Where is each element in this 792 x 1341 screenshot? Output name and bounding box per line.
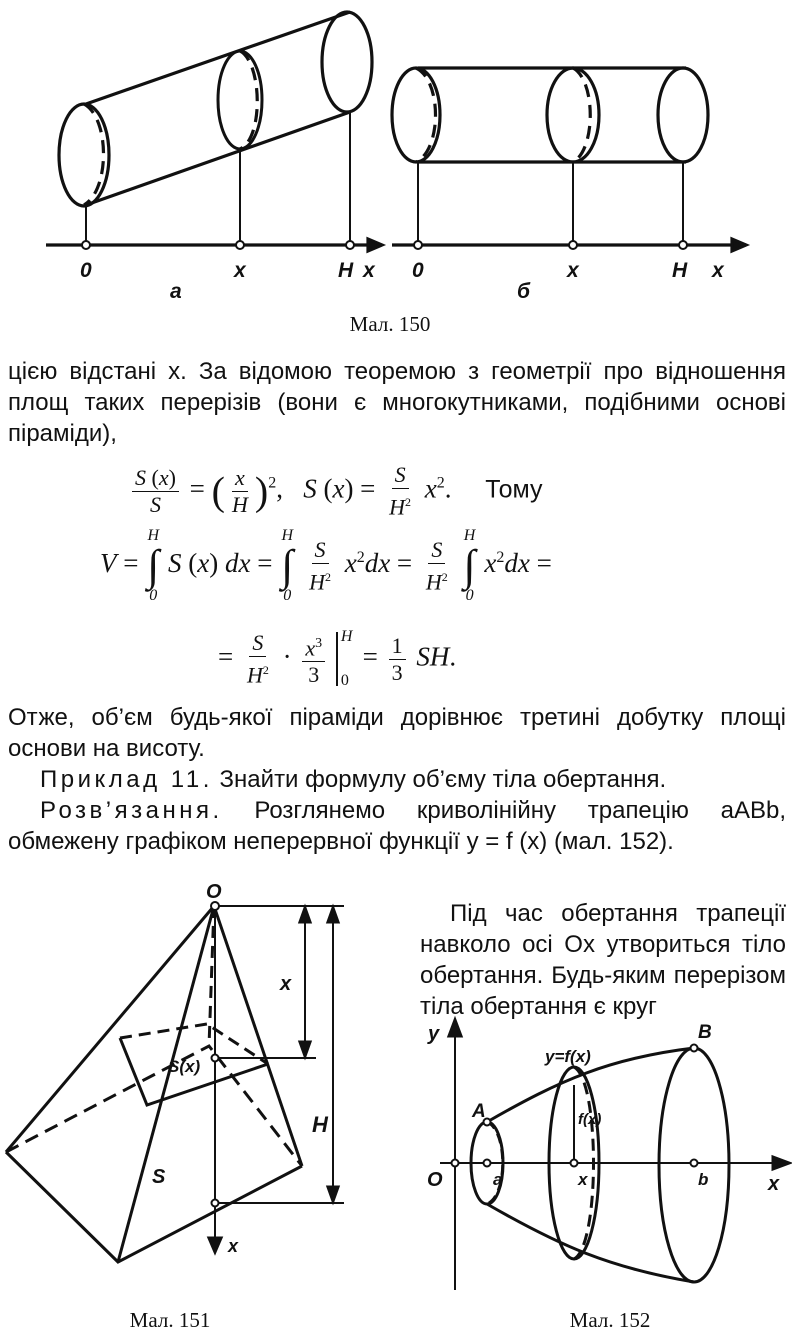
paragraph-rotation-body: Під час обертання трапеції навколо осі Ox утвориться тіло обертання. Будь-яким перерізом тіла обертання є круг	[420, 900, 786, 1020]
fig150b-label-0: 0	[412, 259, 424, 282]
fig151-label-x: x	[280, 973, 292, 995]
fig152-label-a: a	[493, 1170, 503, 1189]
paragraph-example-11	[8, 764, 786, 795]
fig151-caption: Мал. 151	[129, 1308, 211, 1332]
formula-volume-integral: V = H ∫ 0 S (x) dx = H ∫ 0 $\frac{S}{H^2}$ $x^2dx$ = $\frac{S}{H^2}$ H ∫ 0 $x^2dx$ =	[100, 527, 552, 604]
fig150b-panel-label: б	[517, 280, 531, 300]
word-tomu: Тому	[485, 475, 543, 504]
fig152-label-x: x	[578, 1170, 588, 1189]
fig150a-label-H: H	[338, 259, 354, 282]
paragraph-similar-sections: цією відстані x. За відомою теоремою з геометрії про відношення площ таких перерізів (вони є многокутниками, подібними основі піраміди),	[8, 358, 786, 447]
fig150a-mid-section-front	[218, 51, 262, 149]
pyramid-edge-right	[214, 906, 302, 1166]
fig150a-label-x: x	[234, 259, 246, 282]
fig150a-right-section	[322, 12, 372, 112]
fig152-label-O: O	[427, 1169, 443, 1191]
fig152-label-fx: f(x)	[578, 1111, 602, 1128]
fig150a-axis-label: x	[363, 259, 375, 282]
fig152-label-A: A	[472, 1101, 486, 1122]
fig150b-axis-label: x	[712, 259, 724, 282]
fig150a-label-0: 0	[80, 259, 92, 282]
fig152-label-B: B	[698, 1022, 712, 1043]
paragraph-solution	[8, 795, 786, 857]
fig150b-label-H: H	[672, 259, 688, 282]
example-text: Знайти формулу об’єму тіла обертання.	[212, 766, 667, 793]
solution-label: Розв’язання.	[40, 797, 223, 824]
fig152-label-y: y	[428, 1023, 440, 1045]
fig151-label-O: O	[206, 881, 222, 903]
fig150a-axis-arrow	[368, 239, 382, 251]
formula-area-ratio: $\frac{S (x)}{S}$ = ( $\frac{x}{H}$ )$^2$, S (x) = $\frac{S}{H^2}$ $x^2$. Тому	[128, 462, 542, 520]
paragraph-pyramid-volume: Отже, об’єм будь-якої піраміди дорівнює третині добутку площі основи на висоту.	[8, 704, 786, 762]
fig150b-axis-arrow	[732, 239, 746, 251]
fig151-axis-x: x	[228, 1236, 239, 1256]
fig152-label-curve: y=f(x)	[545, 1047, 591, 1066]
fig150b-label-x: x	[567, 259, 579, 282]
fig150a-bottom-generatrix	[86, 112, 350, 205]
fig152-label-b: b	[698, 1170, 709, 1189]
fig150b-right-section	[658, 68, 708, 162]
fig151-label-Sx: S(x)	[168, 1057, 201, 1076]
figure-151	[0, 870, 380, 1310]
pyramid-edge-front	[118, 906, 214, 1262]
fig152-label-x-axis: x	[768, 1173, 780, 1195]
fig150b-left-section	[392, 68, 440, 162]
figure-152	[405, 1010, 792, 1305]
fig151-label-S: S	[152, 1166, 166, 1188]
formula-volume-result: = $\frac{S}{H^2}$ · $\frac{x^3}{3}$ H 0 = $\frac{1}{3}$ SH.	[218, 628, 457, 690]
fig150a-panel-label: а	[170, 280, 182, 300]
fig152-caption: Мал. 152	[569, 1308, 651, 1332]
example-label: Приклад 11.	[40, 766, 213, 793]
fig151-label-H: H	[312, 1112, 328, 1137]
fig150-caption: Мал. 150	[349, 312, 431, 336]
fig150a-left-section	[59, 104, 109, 206]
figure-150	[0, 0, 792, 300]
solution-text: Розглянемо криволінійну трапецію aABb, обмежену графіком неперервної функції y = f (x) (мал. 152).	[8, 797, 786, 855]
